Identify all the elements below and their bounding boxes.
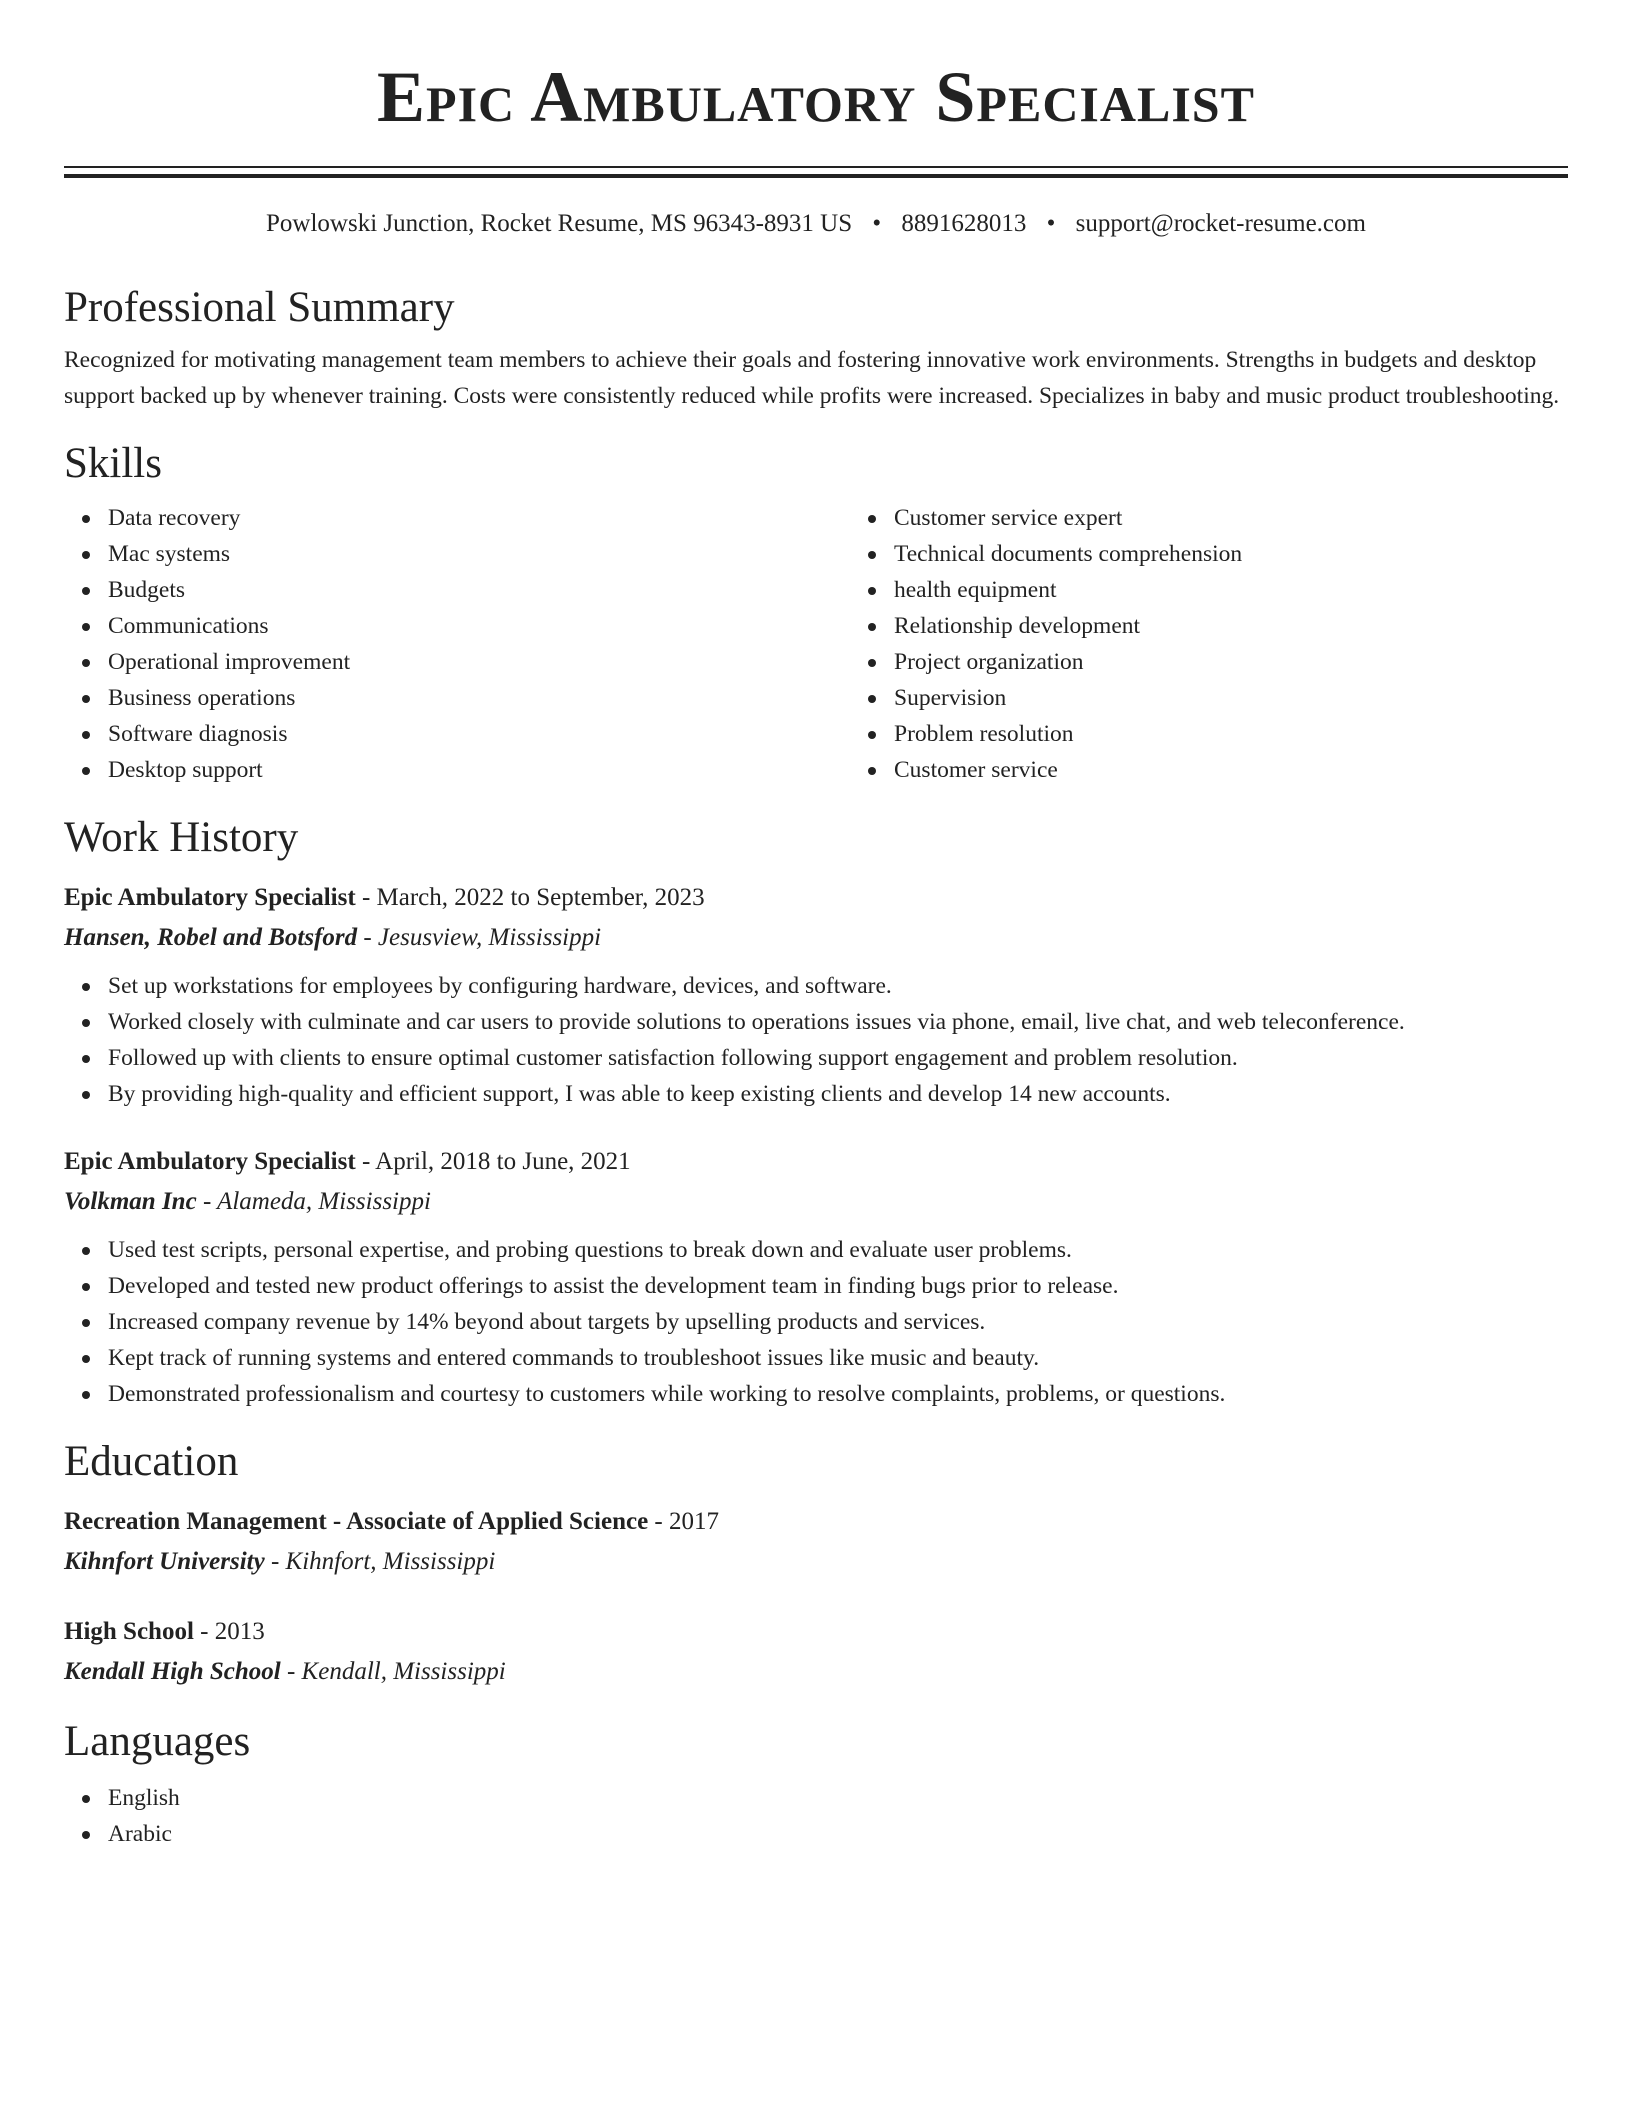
skill-item: Communications	[108, 608, 850, 644]
skills-column-right	[850, 500, 1632, 788]
education-entry	[64, 1612, 1568, 1692]
job-bullet: Demonstrated professionalism and courtesy to customers while working to resolve complaints, problems, or questions.	[108, 1376, 1568, 1412]
skills-list	[64, 500, 1568, 788]
job-bullet: Worked closely with culminate and car users to provide solutions to operations issues via phone, email, live chat, and web teleconference.	[108, 1004, 1568, 1040]
summary-text: Recognized for motivating management team members to achieve their goals and fostering innovative work environments. Strengths in budgets and desktop support backed up by whenever training. Costs were consistently reduced while profits were increased. Specializes in baby and music product troubleshooting.	[64, 347, 1560, 409]
skill-item: Operational improvement	[108, 644, 850, 680]
skill-item: Technical documents comprehension	[894, 536, 1632, 572]
education-school: Kihnfort University	[64, 1548, 265, 1575]
language-item: Arabic	[108, 1816, 1568, 1852]
skill-item: Project organization	[894, 644, 1632, 680]
header-rule-thick	[64, 174, 1568, 178]
job-bullet: Set up workstations for employees by configuring hardware, devices, and software.	[108, 968, 1568, 1004]
skill-item: health equipment	[894, 572, 1632, 608]
section-title-languages: Languages	[64, 1718, 251, 1765]
job-dates: - April, 2018 to June, 2021	[361, 1148, 631, 1175]
language-item: English	[108, 1780, 1568, 1816]
job-entry	[64, 878, 1568, 1112]
education-year: - 2013	[200, 1618, 265, 1645]
section-title-education: Education	[64, 1438, 239, 1485]
education-degree: Recreation Management - Associate of Applied Science	[64, 1508, 649, 1535]
job-entry	[64, 1142, 1568, 1412]
job-bullet: Kept track of running systems and entered commands to troubleshoot issues like music and beauty.	[108, 1340, 1568, 1376]
job-employer	[64, 1182, 1568, 1222]
education-heading	[64, 1502, 1568, 1542]
job-bullets	[64, 968, 1568, 1112]
job-location: - Jesusview, Mississippi	[363, 924, 602, 951]
skill-item: Customer service	[894, 752, 1632, 788]
job-bullet: Used test scripts, personal expertise, and probing questions to break down and evaluate user problems.	[108, 1232, 1568, 1268]
section-title-summary: Professional Summary	[64, 284, 455, 331]
job-bullet: Increased company revenue by 14% beyond about targets by upselling products and services.	[108, 1304, 1568, 1340]
education-heading	[64, 1612, 1568, 1652]
education-year: - 2017	[654, 1508, 719, 1535]
skill-item: Mac systems	[108, 536, 850, 572]
resume-name-title: Epic Ambulatory Specialist	[377, 57, 1255, 137]
education-school-line	[64, 1542, 1568, 1582]
job-heading	[64, 878, 1568, 918]
contact-line	[64, 208, 1568, 240]
education-school-line	[64, 1652, 1568, 1692]
education-location: - Kihnfort, Mississippi	[270, 1548, 496, 1575]
skill-item: Data recovery	[108, 500, 850, 536]
contact-phone: 8891628013	[901, 210, 1027, 237]
job-bullet: By providing high-quality and efficient support, I was able to keep existing clients and develop 14 new accounts.	[108, 1076, 1568, 1112]
skill-item: Customer service expert	[894, 500, 1632, 536]
education-school: Kendall High School	[64, 1658, 281, 1685]
contact-email: support@rocket-resume.com	[1075, 210, 1366, 237]
skill-item: Software diagnosis	[108, 716, 850, 752]
job-company: Volkman Inc	[64, 1188, 197, 1215]
job-bullet: Developed and tested new product offerings to assist the development team in finding bugs prior to release.	[108, 1268, 1568, 1304]
job-employer	[64, 918, 1568, 958]
skill-item: Supervision	[894, 680, 1632, 716]
education-entry	[64, 1502, 1568, 1582]
education-degree: High School	[64, 1618, 194, 1645]
contact-separator: •	[872, 210, 882, 237]
job-dates: - March, 2022 to September, 2023	[361, 884, 705, 911]
skill-item: Budgets	[108, 572, 850, 608]
job-bullet: Followed up with clients to ensure optimal customer satisfaction following support engagement and problem resolution.	[108, 1040, 1568, 1076]
skill-item: Problem resolution	[894, 716, 1632, 752]
header-rule-thin	[64, 166, 1568, 168]
skill-item: Desktop support	[108, 752, 850, 788]
job-heading	[64, 1142, 1568, 1182]
job-company: Hansen, Robel and Botsford	[64, 924, 358, 951]
job-bullets	[64, 1232, 1568, 1412]
job-title: Epic Ambulatory Specialist	[64, 1148, 356, 1175]
job-title: Epic Ambulatory Specialist	[64, 884, 356, 911]
job-location: - Alameda, Mississippi	[202, 1188, 431, 1215]
skill-item: Relationship development	[894, 608, 1632, 644]
languages-list	[64, 1780, 1568, 1852]
contact-address: Powlowski Junction, Rocket Resume, MS 96343-8931 US	[266, 210, 853, 237]
contact-separator: •	[1046, 210, 1056, 237]
skill-item: Business operations	[108, 680, 850, 716]
section-title-work-history: Work History	[64, 814, 299, 861]
section-title-skills: Skills	[64, 440, 162, 487]
education-location: - Kendall, Mississippi	[286, 1658, 506, 1685]
skills-column-left	[64, 500, 850, 788]
